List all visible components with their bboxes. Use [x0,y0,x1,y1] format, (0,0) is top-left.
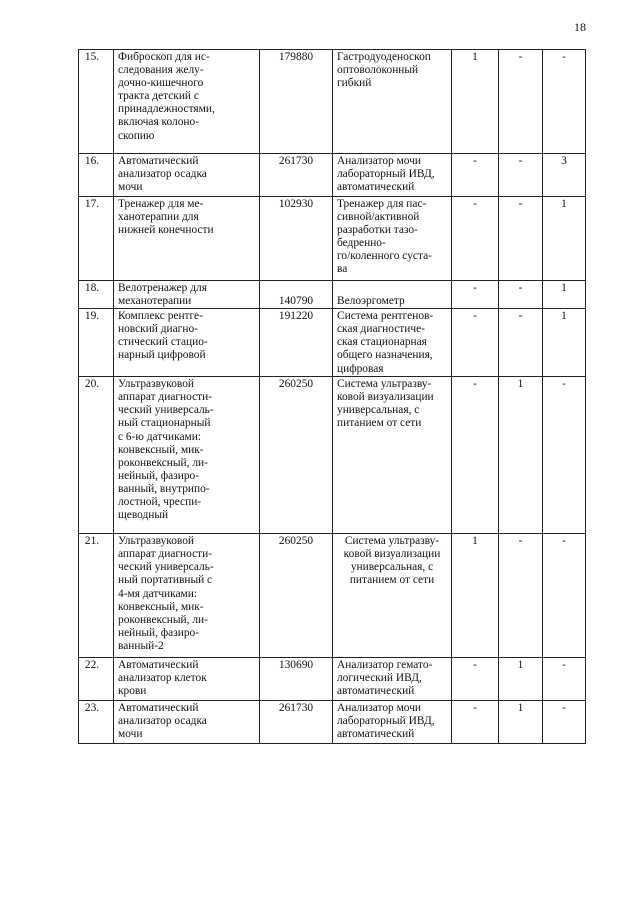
equipment-name: Комплекс рентге- новский диагно- стический стацио- нарный цифровой [114,309,260,377]
quantity-2: - [499,50,543,154]
row-number: 16. [79,154,114,197]
quantity-3: - [543,50,586,154]
table-row [79,309,586,377]
quantity-3: - [543,701,586,744]
equipment-name: Автоматический анализатор клеток крови [114,658,260,701]
table-row [79,377,586,534]
quantity-2: 1 [499,658,543,701]
quantity-1: 1 [452,534,499,658]
quantity-3: 1 [543,281,586,309]
row-number: 23. [79,701,114,744]
equipment-type: Система ультразву- ковой визуализации универсальная, с питанием от сети [333,534,452,658]
equipment-code: 261730 [260,701,333,744]
equipment-code: 130690 [260,658,333,701]
equipment-type: Система рентгенов- ская диагностиче- ская стационарная общего назначения, цифровая [333,309,452,377]
equipment-name: Велотренажер для механотерапии [114,281,260,309]
quantity-1: - [452,154,499,197]
quantity-1: - [452,377,499,534]
quantity-2: - [499,534,543,658]
row-number: 15. [79,50,114,154]
quantity-1: - [452,658,499,701]
quantity-2: - [499,154,543,197]
equipment-code: 260250 [260,534,333,658]
equipment-code: 260250 [260,377,333,534]
quantity-3: - [543,377,586,534]
quantity-2: - [499,309,543,377]
quantity-3: - [543,658,586,701]
quantity-1: - [452,197,499,281]
quantity-1: 1 [452,50,499,154]
table-row [79,281,586,309]
equipment-name: Автоматический анализатор осадка мочи [114,701,260,744]
equipment-code: 140790 [260,281,333,309]
equipment-name: Тренажер для ме- ханотерапии для нижней конечности [114,197,260,281]
equipment-type: Система ультразву- ковой визуализации универсальная, с питанием от сети [333,377,452,534]
quantity-3: 3 [543,154,586,197]
quantity-2: - [499,197,543,281]
equipment-type: Анализатор мочи лабораторный ИВД, автоматический [333,701,452,744]
table-row [79,154,586,197]
equipment-name: Фиброскоп для ис- следования желу- дочно-кишечного тракта детский с принадлежностями, включая колоно- скопию [114,50,260,154]
quantity-1: - [452,309,499,377]
quantity-3: 1 [543,197,586,281]
equipment-type: Тренажер для пас- сивной/активной разработки тазо- бедренно- го/коленного суста- ва [333,197,452,281]
equipment-code: 191220 [260,309,333,377]
equipment-type: Анализатор гемато- логический ИВД, автоматический [333,658,452,701]
equipment-code: 102930 [260,197,333,281]
equipment-name: Ультразвуковой аппарат диагности- ческий универсаль- ный стационарный с 6-ю датчиками: конвексный, мик- роконвексный, ли- нейный, фазиро- ванный, внутрипо- лостной, чреспи- щеводный [114,377,260,534]
quantity-3: - [543,534,586,658]
equipment-table [78,49,586,744]
table-row [79,197,586,281]
equipment-type: Анализатор мочи лабораторный ИВД, автоматический [333,154,452,197]
equipment-type: Гастродуоденоскоп оптоволоконный гибкий [333,50,452,154]
row-number: 19. [79,309,114,377]
quantity-2: - [499,281,543,309]
quantity-2: 1 [499,377,543,534]
row-number: 20. [79,377,114,534]
row-number: 18. [79,281,114,309]
equipment-type: Велоэргометр [333,281,452,309]
quantity-1: - [452,281,499,309]
row-number: 22. [79,658,114,701]
table-row [79,50,586,154]
quantity-1: - [452,701,499,744]
table-row [79,534,586,658]
row-number: 17. [79,197,114,281]
table-row [79,701,586,744]
equipment-name: Автоматический анализатор осадка мочи [114,154,260,197]
equipment-name: Ультразвуковой аппарат диагности- ческий универсаль- ный портативный с 4-мя датчиками: конвексный, мик- роконвексный, ли- нейный, фазиро- ванный-2 [114,534,260,658]
quantity-2: 1 [499,701,543,744]
page-number: 18 [574,20,586,34]
table-row [79,658,586,701]
equipment-code: 179880 [260,50,333,154]
equipment-code: 261730 [260,154,333,197]
quantity-3: 1 [543,309,586,377]
row-number: 21. [79,534,114,658]
